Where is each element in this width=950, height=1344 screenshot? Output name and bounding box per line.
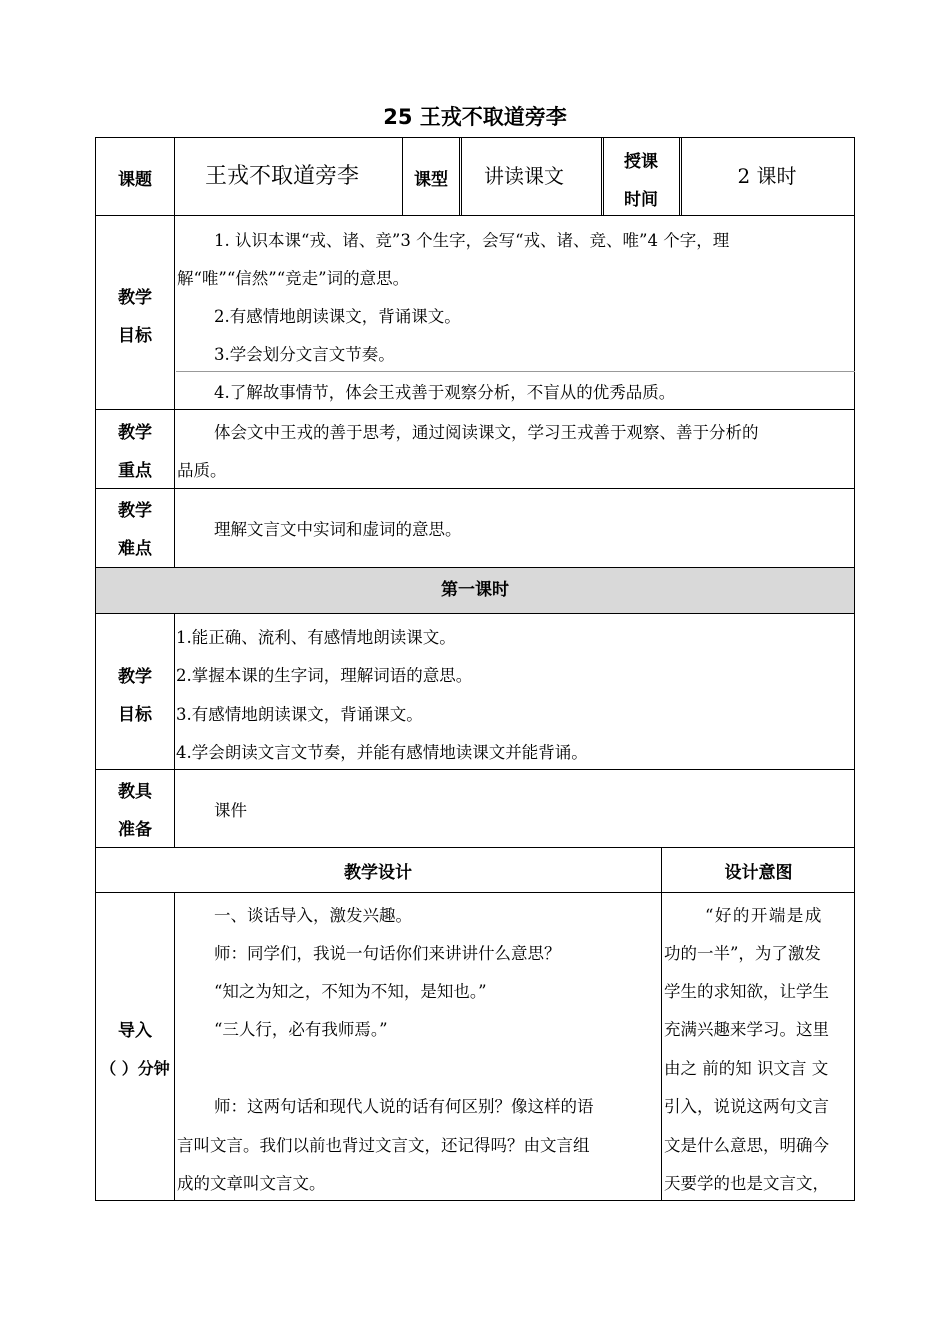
type-label: 课型 (414, 170, 448, 190)
design-line-3: “知之为知之，不知为不知，是知也。” (214, 982, 487, 1001)
goal-line-4: 3.学会划分文言文节奏。 (214, 345, 395, 364)
lesson-name: 王戎不取道旁李 (205, 164, 360, 189)
keypoints-label-2: 重点 (118, 461, 152, 481)
difficulties-text: 理解文言文中实词和虚词的意思。 (214, 520, 462, 539)
header-table (95, 137, 855, 569)
keypoints-label-1: 教学 (118, 423, 152, 443)
intent-line-2: 功的一半”，为了激发 (664, 944, 821, 963)
intent-line-7: 文是什么意思，明确今 (664, 1136, 829, 1155)
period-goals-label-1: 教学 (118, 667, 152, 687)
design-line-1: 一、谈话导入，激发兴趣。 (214, 906, 412, 925)
design-line-5: 师：这两句话和现代人说的话有何区别？像这样的语 (214, 1097, 594, 1116)
design-line-4: “三人行，必有我师焉。” (214, 1020, 388, 1039)
lesson-label: 课题 (118, 170, 152, 190)
period-goal-1: 1.能正确、流利、有感情地朗读课文。 (176, 628, 456, 647)
design-line-2: 师：同学们，我说一句话你们来讲讲什么意思？ (214, 944, 561, 963)
period-heading: 第一课时 (441, 580, 509, 600)
difficulties-label-1: 教学 (118, 501, 152, 521)
goal-line-1: 1. 认识本课“戎、诸、竞”3 个生字，会写“戎、诸、竞、唯”4 个字，理 (214, 231, 730, 250)
goals-label-2: 目标 (118, 326, 152, 346)
intent-line-4: 充满兴趣来学习。这里 (664, 1020, 829, 1039)
design-col-main: 教学设计 (344, 863, 412, 883)
design-col-intent: 设计意图 (724, 863, 793, 883)
intent-line-6: 引入，说说这两句文言 (664, 1097, 829, 1116)
intent-line-8: 天要学的也是文言文， (664, 1174, 829, 1193)
period-goal-4: 4.学会朗读文言文节奏，并能有感情地读课文并能背诵。 (176, 743, 588, 762)
type-value: 讲读课文 (484, 164, 564, 188)
keypoints-line-1: 体会文中王戎的善于思考，通过阅读课文，学习王戎善于观察、善于分析的 (214, 423, 759, 442)
period-goal-2: 2.掌握本课的生字词，理解词语的意思。 (176, 666, 473, 685)
design-line-7: 成的文章叫文言文。 (177, 1174, 326, 1193)
time-value: 2 课时 (737, 164, 797, 188)
tools-label-1: 教具 (118, 782, 152, 802)
tools-text: 课件 (214, 801, 247, 820)
period-goal-3: 3.有感情地朗读课文，背诵课文。 (176, 705, 423, 724)
goals-label-1: 教学 (118, 288, 152, 308)
goal-line-2: 解“唯”“信然”“竞走”词的意思。 (177, 269, 410, 288)
stage-label-1: 导入 (118, 1021, 152, 1041)
page-title: 25 王戎不取道旁李 (383, 105, 567, 129)
goal-line-5: 4.了解故事情节，体会王戎善于观察分析，不盲从的优秀品质。 (214, 383, 676, 402)
keypoints-line-2: 品质。 (177, 461, 227, 480)
tools-label-2: 准备 (118, 820, 152, 840)
time-label-1: 授课 (624, 152, 658, 172)
intent-line-5: 由之 前的知 识文言 文 (664, 1059, 829, 1078)
intent-line-1: “好的开端是成 (705, 906, 823, 925)
goal-line-3: 2.有感情地朗读课文，背诵课文。 (214, 307, 461, 326)
time-label-2: 时间 (624, 190, 658, 210)
period-goals-label-2: 目标 (118, 705, 152, 725)
difficulties-label-2: 难点 (118, 539, 152, 559)
stage-label-2: （ ）分钟 (100, 1059, 170, 1078)
design-line-6: 言叫文言。我们以前也背过文言文，还记得吗？由文言组 (177, 1136, 590, 1155)
intent-line-3: 学生的求知欲，让学生 (664, 982, 829, 1001)
